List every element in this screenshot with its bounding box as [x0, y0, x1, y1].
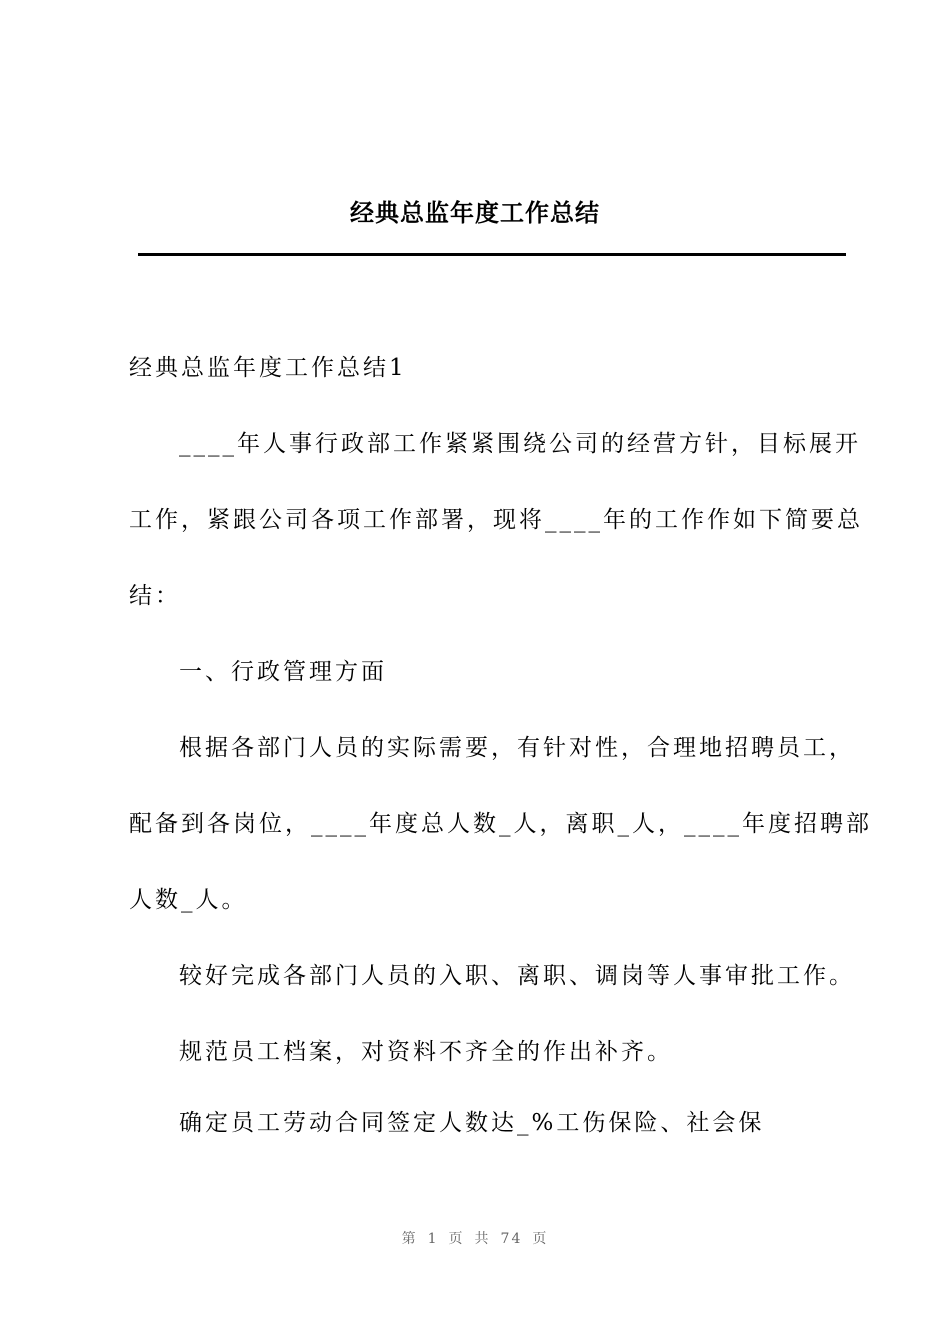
paragraph-line: 根据各部门人员的实际需要，有针对性，合理地招聘员工， [179, 735, 855, 761]
title-underline [138, 253, 846, 256]
paragraph-line: 规范员工档案，对资料不齐全的作出补齐。 [179, 1039, 673, 1065]
footer-total-pages: 74 [500, 1231, 523, 1247]
footer-total-label: 共 [474, 1231, 491, 1247]
section-heading: 经典总监年度工作总结1 [129, 355, 407, 381]
paragraph-line: 配备到各岗位，____年度总人数_人，离职_人，____年度招聘部 [129, 811, 872, 837]
paragraph-line: ____年人事行政部工作紧紧围绕公司的经营方针，目标展开 [179, 431, 861, 457]
footer-page-label: 第 [401, 1231, 418, 1247]
document-title: 经典总监年度工作总结 [350, 198, 600, 227]
paragraph-line: 确定员工劳动合同签定人数达_%工伤保险、社会保 [179, 1110, 765, 1136]
footer-total-unit: 页 [532, 1231, 549, 1247]
footer-page-unit: 页 [448, 1231, 465, 1247]
paragraph-line: 较好完成各部门人员的入职、离职、调岗等人事审批工作。 [179, 963, 855, 989]
paragraph-line: 人数_人。 [129, 887, 248, 913]
page-footer [0, 1228, 950, 1250]
paragraph-line: 工作，紧跟公司各项工作部署，现将____年的工作作如下简要总 [129, 507, 863, 533]
footer-page-number: 1 [427, 1231, 439, 1247]
paragraph-line: 结： [129, 583, 181, 609]
subsection-heading: 一、行政管理方面 [179, 659, 387, 685]
